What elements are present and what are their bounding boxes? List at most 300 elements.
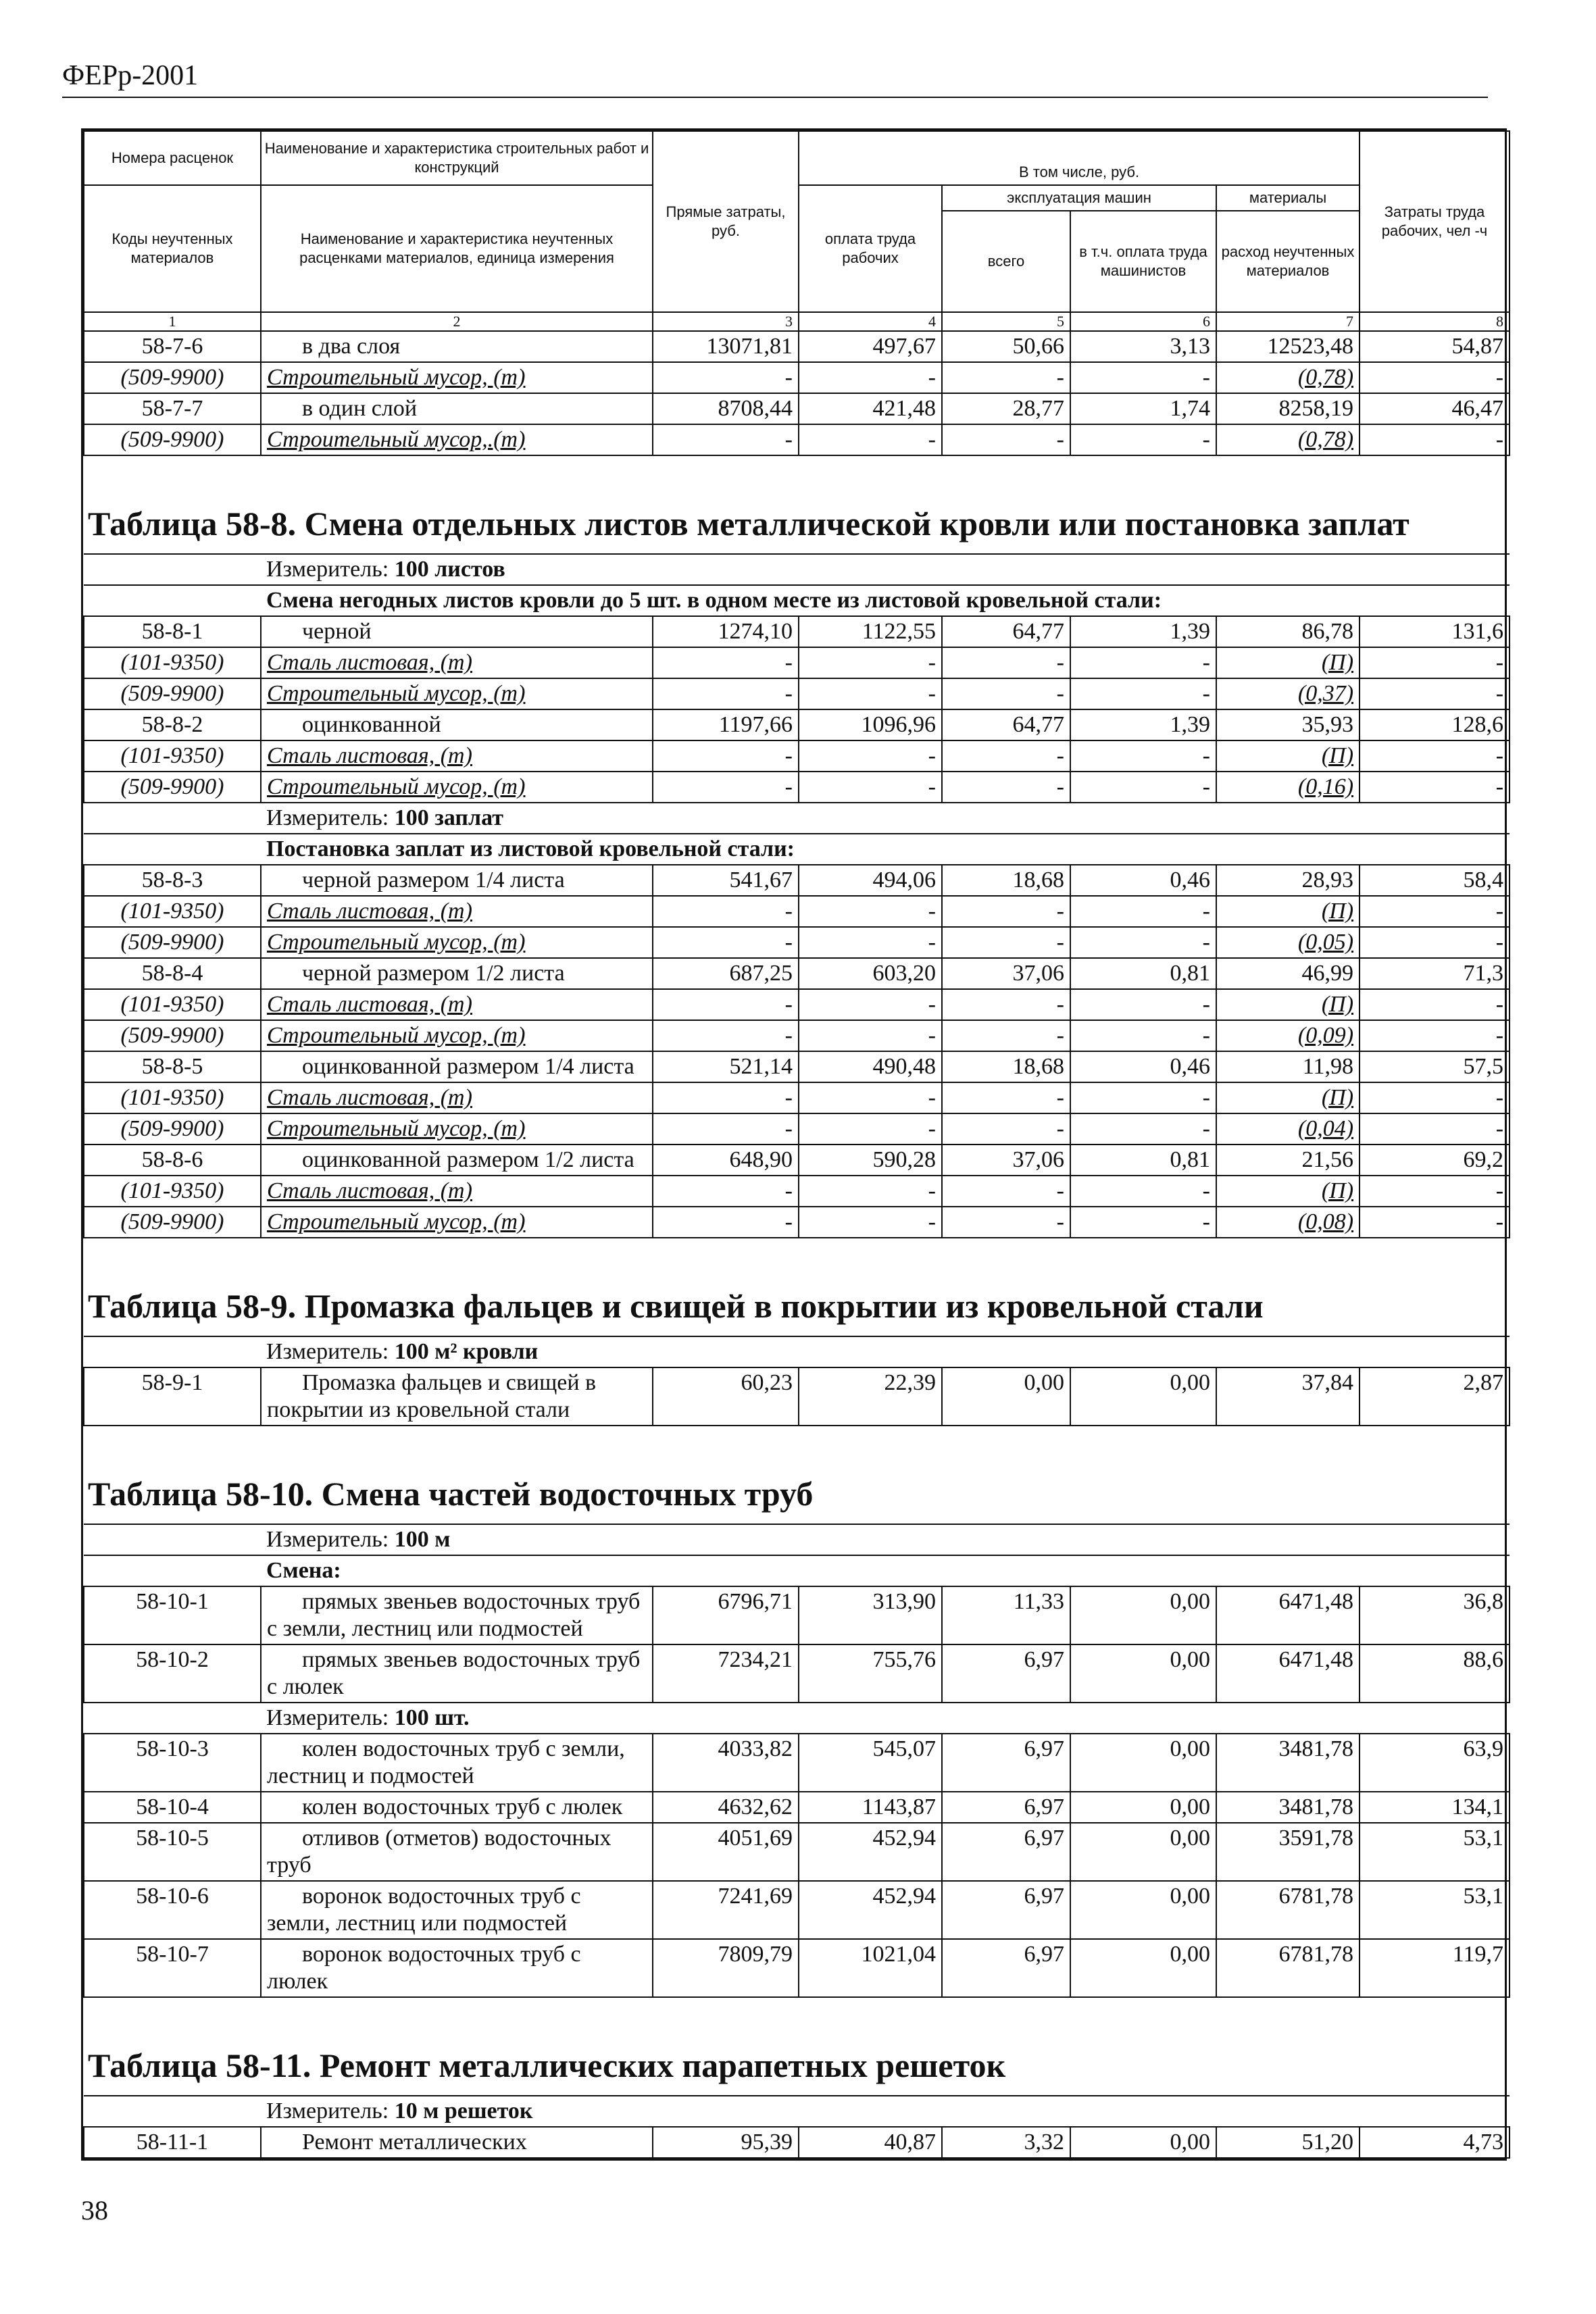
- rate-row: [84, 1881, 1510, 1939]
- row-name: прямых звеньев водосточных труб с люлек: [261, 1644, 653, 1703]
- row-value: 119,7: [1360, 1939, 1510, 1997]
- row-value: -: [942, 1082, 1070, 1113]
- row-value: 494,06: [799, 865, 942, 896]
- row-value: 53,1: [1360, 1881, 1510, 1939]
- col-header-worker-pay: оплата труда рабочих: [799, 185, 942, 312]
- row-value: 0,00: [1070, 1586, 1216, 1644]
- row-value: -: [1360, 989, 1510, 1020]
- col-header-total: всего: [942, 211, 1070, 312]
- material-row: [84, 424, 1510, 455]
- group-row: [84, 834, 1510, 865]
- row-code: 58-9-1: [84, 1367, 261, 1426]
- row-value: (0,37): [1216, 678, 1360, 709]
- row-value: -: [1360, 927, 1510, 958]
- row-value: 28,93: [1216, 865, 1360, 896]
- row-value: 6,97: [942, 1792, 1070, 1823]
- measure-value: 100 листов: [394, 557, 505, 582]
- row-value: (П): [1216, 896, 1360, 927]
- row-value: -: [1070, 1020, 1216, 1051]
- measure-value: 10 м решеток: [394, 2098, 533, 2123]
- row-value: -: [1070, 424, 1216, 455]
- col-header-rate-numbers: Номера расценок: [84, 131, 261, 185]
- row-value: -: [1360, 1082, 1510, 1113]
- row-name: Строительный мусор,.(т): [261, 424, 653, 455]
- row-value: 7234,21: [653, 1644, 799, 1703]
- row-value: -: [1070, 1207, 1216, 1238]
- row-value: (П): [1216, 1082, 1360, 1113]
- row-value: 28,77: [942, 393, 1070, 424]
- row-value: -: [942, 896, 1070, 927]
- col-number: 2: [261, 312, 653, 331]
- col-number: 3: [653, 312, 799, 331]
- row-name: Строительный мусор, (т): [261, 1020, 653, 1051]
- row-value: 0,00: [1070, 2127, 1216, 2158]
- row-value: 0,46: [1070, 1051, 1216, 1082]
- row-value: -: [1070, 1176, 1216, 1207]
- measure-unit: [84, 2096, 1510, 2127]
- table-title: Таблица 58-8. Смена отдельных листов металлической кровли или постановка заплат: [84, 455, 1510, 554]
- table-title-row: [84, 455, 1510, 554]
- row-code: 58-8-3: [84, 865, 261, 896]
- row-value: -: [653, 989, 799, 1020]
- row-value: 3481,78: [1216, 1792, 1360, 1823]
- group-heading: Постановка заплат из листовой кровельной стали:: [84, 834, 1510, 865]
- row-value: 1197,66: [653, 709, 799, 740]
- rate-row: [84, 1792, 1510, 1823]
- material-row: [84, 772, 1510, 803]
- row-value: -: [653, 1207, 799, 1238]
- col-header-machines: эксплуатация машин: [942, 185, 1216, 211]
- measure-unit: [84, 1703, 1510, 1734]
- row-value: 95,39: [653, 2127, 799, 2158]
- col-header-material-consumption: расход неучтенных материалов: [1216, 211, 1360, 312]
- row-value: -: [1360, 1176, 1510, 1207]
- row-value: 1,74: [1070, 393, 1216, 424]
- rate-row: [84, 1586, 1510, 1644]
- row-value: 50,66: [942, 331, 1070, 362]
- row-name: черной размером 1/2 листа: [261, 958, 653, 989]
- rate-row: [84, 2127, 1510, 2158]
- row-value: 21,56: [1216, 1145, 1360, 1176]
- row-value: (0,16): [1216, 772, 1360, 803]
- row-code: 58-8-5: [84, 1051, 261, 1082]
- col-header-labor: Затраты труда рабочих, чел -ч: [1360, 131, 1510, 312]
- col-number: 8: [1360, 312, 1510, 331]
- rate-row: [84, 1145, 1510, 1176]
- row-name: Строительный мусор, (т): [261, 772, 653, 803]
- row-value: 13071,81: [653, 331, 799, 362]
- row-value: 8708,44: [653, 393, 799, 424]
- row-value: -: [653, 896, 799, 927]
- row-value: -: [1070, 896, 1216, 927]
- row-name: Строительный мусор, (т): [261, 362, 653, 393]
- row-value: -: [653, 678, 799, 709]
- row-name: черной: [261, 616, 653, 647]
- row-value: 6,97: [942, 1734, 1070, 1792]
- row-value: -: [653, 424, 799, 455]
- row-value: 35,93: [1216, 709, 1360, 740]
- measure-unit: [84, 1336, 1510, 1367]
- row-code: 58-10-1: [84, 1586, 261, 1644]
- row-value: -: [1360, 647, 1510, 678]
- row-value: 3,32: [942, 2127, 1070, 2158]
- row-value: 7241,69: [653, 1881, 799, 1939]
- row-name: Промазка фальцев и свищей в покрытии из кровельной стали: [261, 1367, 653, 1426]
- row-value: 6796,71: [653, 1586, 799, 1644]
- table-title: Таблица 58-9. Промазка фальцев и свищей в покрытии из кровельной стали: [84, 1238, 1510, 1336]
- material-row: [84, 1113, 1510, 1145]
- row-name: Ремонт металлических: [261, 2127, 653, 2158]
- measure-row: [84, 1336, 1510, 1367]
- measure-value: 100 м: [394, 1527, 451, 1552]
- row-value: 0,00: [942, 1367, 1070, 1426]
- page-header: ФЕРр-2001: [62, 60, 199, 91]
- row-value: 0,00: [1070, 1644, 1216, 1703]
- row-value: 648,90: [653, 1145, 799, 1176]
- rate-row: [84, 1823, 1510, 1881]
- rate-row: [84, 1734, 1510, 1792]
- rate-row: [84, 616, 1510, 647]
- row-value: 4051,69: [653, 1823, 799, 1881]
- rate-row: [84, 1367, 1510, 1426]
- row-code: 58-10-2: [84, 1644, 261, 1703]
- row-name: колен водосточных труб с земли, лестниц и подмостей: [261, 1734, 653, 1792]
- row-value: 11,98: [1216, 1051, 1360, 1082]
- measure-label: Измеритель:: [266, 1705, 389, 1730]
- row-code: (509-9900): [84, 424, 261, 455]
- row-value: 4033,82: [653, 1734, 799, 1792]
- row-value: 37,06: [942, 958, 1070, 989]
- col-header-materials: материалы: [1216, 185, 1360, 211]
- row-value: -: [1360, 740, 1510, 772]
- row-value: -: [1360, 1207, 1510, 1238]
- row-value: 6781,78: [1216, 1939, 1360, 1997]
- row-value: 1143,87: [799, 1792, 942, 1823]
- row-value: 3,13: [1070, 331, 1216, 362]
- row-code: (101-9350): [84, 896, 261, 927]
- row-name: в один слой: [261, 393, 653, 424]
- row-value: 58,4: [1360, 865, 1510, 896]
- row-value: (0,05): [1216, 927, 1360, 958]
- row-code: 58-10-7: [84, 1939, 261, 1997]
- row-name: Строительный мусор, (т): [261, 678, 653, 709]
- header-rule: [62, 97, 1488, 98]
- row-value: 4,73: [1360, 2127, 1510, 2158]
- row-value: 490,48: [799, 1051, 942, 1082]
- row-code: (101-9350): [84, 740, 261, 772]
- row-value: -: [1070, 1082, 1216, 1113]
- measure-row: [84, 554, 1510, 585]
- row-value: -: [653, 1176, 799, 1207]
- row-value: -: [653, 647, 799, 678]
- row-value: -: [653, 1082, 799, 1113]
- row-value: 313,90: [799, 1586, 942, 1644]
- group-row: [84, 1555, 1510, 1586]
- row-value: -: [1360, 362, 1510, 393]
- row-value: -: [1360, 1113, 1510, 1145]
- row-value: -: [653, 362, 799, 393]
- measure-value: 100 шт.: [394, 1705, 470, 1730]
- row-name: Сталь листовая, (т): [261, 1082, 653, 1113]
- rate-row: [84, 865, 1510, 896]
- row-value: -: [942, 772, 1070, 803]
- material-row: [84, 1176, 1510, 1207]
- row-value: 452,94: [799, 1881, 942, 1939]
- row-value: 36,8: [1360, 1586, 1510, 1644]
- row-value: 3591,78: [1216, 1823, 1360, 1881]
- table-title: Таблица 58-11. Ремонт металлических парапетных решеток: [84, 1997, 1510, 2096]
- row-value: 37,06: [942, 1145, 1070, 1176]
- row-value: 2,87: [1360, 1367, 1510, 1426]
- group-row: [84, 585, 1510, 616]
- rate-row: [84, 1051, 1510, 1082]
- row-code: 58-10-3: [84, 1734, 261, 1792]
- row-value: -: [1070, 772, 1216, 803]
- row-value: 541,67: [653, 865, 799, 896]
- row-value: 603,20: [799, 958, 942, 989]
- group-heading: Смена негодных листов кровли до 5 шт. в одном месте из листовой кровельной стали:: [84, 585, 1510, 616]
- measure-row: [84, 803, 1510, 834]
- row-value: (0,78): [1216, 424, 1360, 455]
- row-value: -: [942, 740, 1070, 772]
- row-value: (0,04): [1216, 1113, 1360, 1145]
- row-code: 58-8-6: [84, 1145, 261, 1176]
- measure-row: [84, 1524, 1510, 1555]
- row-value: -: [799, 1207, 942, 1238]
- row-value: -: [799, 740, 942, 772]
- col-number: 4: [799, 312, 942, 331]
- row-code: (509-9900): [84, 1207, 261, 1238]
- row-value: -: [799, 678, 942, 709]
- rate-row: [84, 331, 1510, 362]
- row-value: -: [942, 1020, 1070, 1051]
- col-header-material-name: Наименование и характеристика неучтенных расценками материалов, единица измерения: [261, 185, 653, 312]
- row-value: 131,6: [1360, 616, 1510, 647]
- measure-value: 100 м² кровли: [394, 1339, 539, 1364]
- table-title-row: [84, 1238, 1510, 1336]
- row-name: черной размером 1/4 листа: [261, 865, 653, 896]
- row-value: 452,94: [799, 1823, 942, 1881]
- row-value: -: [653, 927, 799, 958]
- table-title-row: [84, 1426, 1510, 1524]
- row-value: -: [799, 896, 942, 927]
- row-value: -: [942, 424, 1070, 455]
- row-value: 134,1: [1360, 1792, 1510, 1823]
- row-code: (509-9900): [84, 1113, 261, 1145]
- row-value: 128,6: [1360, 709, 1510, 740]
- row-value: -: [942, 1207, 1070, 1238]
- row-value: 69,2: [1360, 1145, 1510, 1176]
- row-value: -: [799, 1082, 942, 1113]
- row-value: 755,76: [799, 1644, 942, 1703]
- row-value: -: [1070, 647, 1216, 678]
- measure-label: Измеритель:: [266, 805, 389, 830]
- row-value: -: [799, 989, 942, 1020]
- table-title: Таблица 58-10. Смена частей водосточных труб: [84, 1426, 1510, 1524]
- row-value: 6781,78: [1216, 1881, 1360, 1939]
- row-name: Сталь листовая, (т): [261, 896, 653, 927]
- row-name: Сталь листовая, (т): [261, 989, 653, 1020]
- material-row: [84, 989, 1510, 1020]
- row-code: 58-8-4: [84, 958, 261, 989]
- row-value: 0,81: [1070, 1145, 1216, 1176]
- measure-unit: [84, 1524, 1510, 1555]
- row-value: -: [799, 424, 942, 455]
- row-value: -: [942, 927, 1070, 958]
- row-value: 6,97: [942, 1881, 1070, 1939]
- measure-label: Измеритель:: [266, 1339, 389, 1364]
- row-name: Сталь листовая, (т): [261, 740, 653, 772]
- row-value: -: [653, 772, 799, 803]
- row-value: 22,39: [799, 1367, 942, 1426]
- rate-row: [84, 709, 1510, 740]
- row-value: -: [1360, 896, 1510, 927]
- row-value: 53,1: [1360, 1823, 1510, 1881]
- row-code: 58-10-5: [84, 1823, 261, 1881]
- row-value: 3481,78: [1216, 1734, 1360, 1792]
- row-value: (П): [1216, 647, 1360, 678]
- material-row: [84, 1020, 1510, 1051]
- row-value: 0,81: [1070, 958, 1216, 989]
- row-value: 6471,48: [1216, 1586, 1360, 1644]
- row-value: (0,09): [1216, 1020, 1360, 1051]
- row-value: 57,5: [1360, 1051, 1510, 1082]
- row-value: 11,33: [942, 1586, 1070, 1644]
- row-value: 6,97: [942, 1823, 1070, 1881]
- row-value: 64,77: [942, 616, 1070, 647]
- row-value: (0,78): [1216, 362, 1360, 393]
- row-value: -: [942, 647, 1070, 678]
- row-name: колен водосточных труб с люлек: [261, 1792, 653, 1823]
- row-value: -: [942, 1113, 1070, 1145]
- row-value: -: [653, 1020, 799, 1051]
- row-value: 0,00: [1070, 1734, 1216, 1792]
- row-value: 497,67: [799, 331, 942, 362]
- row-value: 0,46: [1070, 865, 1216, 896]
- rate-row: [84, 958, 1510, 989]
- row-code: (509-9900): [84, 772, 261, 803]
- row-value: -: [653, 1113, 799, 1145]
- row-value: 1,39: [1070, 709, 1216, 740]
- row-value: 63,9: [1360, 1734, 1510, 1792]
- row-value: 86,78: [1216, 616, 1360, 647]
- col-number: 5: [942, 312, 1070, 331]
- measure-row: [84, 2096, 1510, 2127]
- rate-row: [84, 393, 1510, 424]
- row-name: оцинкованной размером 1/2 листа: [261, 1145, 653, 1176]
- row-code: 58-7-7: [84, 393, 261, 424]
- row-value: (П): [1216, 989, 1360, 1020]
- row-value: 421,48: [799, 393, 942, 424]
- row-value: 4632,62: [653, 1792, 799, 1823]
- row-value: -: [799, 1020, 942, 1051]
- row-code: 58-8-2: [84, 709, 261, 740]
- measure-row: [84, 1703, 1510, 1734]
- row-value: 8258,19: [1216, 393, 1360, 424]
- row-value: 0,00: [1070, 1823, 1216, 1881]
- row-name: Сталь листовая, (т): [261, 1176, 653, 1207]
- row-value: 60,23: [653, 1367, 799, 1426]
- row-value: -: [942, 1176, 1070, 1207]
- row-name: оцинкованной размером 1/4 листа: [261, 1051, 653, 1082]
- row-value: 88,6: [1360, 1644, 1510, 1703]
- material-row: [84, 896, 1510, 927]
- row-value: 590,28: [799, 1145, 942, 1176]
- row-value: 545,07: [799, 1734, 942, 1792]
- row-value: 0,00: [1070, 1881, 1216, 1939]
- row-value: 64,77: [942, 709, 1070, 740]
- row-value: 46,99: [1216, 958, 1360, 989]
- table-title-row: [84, 1997, 1510, 2096]
- col-header-including: В том числе, руб.: [799, 131, 1360, 185]
- row-value: -: [653, 740, 799, 772]
- row-value: 54,87: [1360, 331, 1510, 362]
- row-value: -: [1070, 678, 1216, 709]
- row-name: в два слоя: [261, 331, 653, 362]
- page-number: 38: [81, 2195, 108, 2225]
- rate-row: [84, 1644, 1510, 1703]
- row-value: 1096,96: [799, 709, 942, 740]
- measure-label: Измеритель:: [266, 557, 389, 582]
- row-value: 1274,10: [653, 616, 799, 647]
- row-value: -: [799, 1113, 942, 1145]
- row-value: 0,00: [1070, 1367, 1216, 1426]
- row-value: (П): [1216, 740, 1360, 772]
- row-value: -: [1070, 740, 1216, 772]
- row-value: -: [1070, 1113, 1216, 1145]
- row-value: (П): [1216, 1176, 1360, 1207]
- row-name: Строительный мусор, (т): [261, 1207, 653, 1238]
- measure-unit: [84, 554, 1510, 585]
- row-value: -: [799, 1176, 942, 1207]
- group-heading: Смена:: [84, 1555, 1510, 1586]
- row-value: 37,84: [1216, 1367, 1360, 1426]
- row-value: -: [942, 678, 1070, 709]
- row-value: -: [1070, 989, 1216, 1020]
- row-code: 58-8-1: [84, 616, 261, 647]
- row-name: воронок водосточных труб с люлек: [261, 1939, 653, 1997]
- row-value: -: [799, 772, 942, 803]
- row-value: 18,68: [942, 1051, 1070, 1082]
- row-code: (509-9900): [84, 362, 261, 393]
- row-value: -: [1360, 772, 1510, 803]
- row-value: (0,08): [1216, 1207, 1360, 1238]
- row-value: 12523,48: [1216, 331, 1360, 362]
- row-name: отливов (отметов) водосточных труб: [261, 1823, 653, 1881]
- row-code: (509-9900): [84, 1020, 261, 1051]
- col-header-operator-pay: в т.ч. оплата труда машинистов: [1070, 211, 1216, 312]
- row-name: воронок водосточных труб с земли, лестниц или подмостей: [261, 1881, 653, 1939]
- row-value: -: [799, 362, 942, 393]
- material-row: [84, 1082, 1510, 1113]
- row-value: -: [942, 362, 1070, 393]
- row-value: 6,97: [942, 1644, 1070, 1703]
- row-name: Строительный мусор, (т): [261, 1113, 653, 1145]
- row-value: -: [799, 927, 942, 958]
- col-number: 1: [84, 312, 261, 331]
- row-value: -: [1360, 678, 1510, 709]
- col-number: 6: [1070, 312, 1216, 331]
- rates-table: [83, 130, 1510, 2159]
- row-value: 521,14: [653, 1051, 799, 1082]
- measure-value: 100 заплат: [394, 805, 503, 830]
- row-value: -: [942, 989, 1070, 1020]
- row-name: Сталь листовая, (т): [261, 647, 653, 678]
- row-value: -: [1070, 362, 1216, 393]
- row-value: 46,47: [1360, 393, 1510, 424]
- material-row: [84, 647, 1510, 678]
- row-value: 7809,79: [653, 1939, 799, 1997]
